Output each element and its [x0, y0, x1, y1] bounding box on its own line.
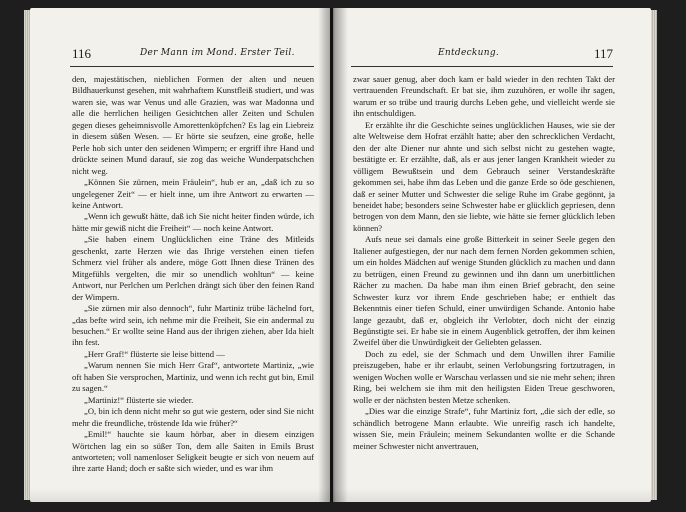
paragraph: „Emil!“ hauchte sie kaum hörbar, aber in diesem einzigen Wörtchen lag ein so süßer Ton, dem alle Saiten in Emils Brust antworteten; voll namenloser Seligkeit beugte er sich von neuem auf ihre zarte Hand; doch er saßte sich wieder, und es war ihm — [72, 429, 314, 474]
paragraph: zwar sauer genug, aber doch kam er bald wieder in den rechten Takt der vertrauenden Freundschaft. Er bat sie, ihm zuzuhören, er wolle ihr sagen, warum er so trübe und traurig durchs Leben gehe, und vielleicht werde sie ihn entschuldigen. — [353, 74, 615, 119]
paragraph: Doch zu edel, sie der Schmach und dem Unwillen ihrer Familie preiszugeben, habe er ihr erlaubt, seinen Verlobungsring fortzutragen, in wenigen Wochen wolle er Warschau verlassen und sie nie mehr sehen; ihren Ring, bei welchem sie ihm mit den heiligsten Eiden Treue geschworen, wolle er der nächsten besten Metze schenken. — [353, 348, 615, 405]
paragraph: Er erzählte ihr die Geschichte seines unglücklichen Hauses, wie sie der alte Weltweise dem Hofrat erzählt hatte; aber den schrecklichen Verdacht, den der alte Diener nur ahnte und sich selbst nicht zu gestehen wagte, bestätigte er. Er erzählte, daß, als er aus jener langen Krankheit wieder zu völligem Bewußtsein und dem Gebrauch seiner Verstandeskräfte gekommen sei, habe ihm das Leben und die ganze Erde so öde geschienen, daß er seiner Mutter und Schwester die selige Ruhe im Grabe gegönnt, ja beneidet habe; besonders seine Schwester habe er glücklich gepriesen, denn betrogen von dem Mann, den sie liebte, wie hätte sie ferner glücklich leben können? — [353, 119, 615, 233]
left-page — [30, 8, 330, 502]
paragraph: den, majestätischen, nieblichen Formen der alten und neuen Bildhauerkunst gesehen, mit wahrhaftem Kunstfleiß studiert, und was waren sie, was war Venus und alle Grazien, was war Madonna und alle die herrlichen heiligen Gesichtchen aller Zeiten und Schulen gegen dieses geheimnisvolle Amorettenköpfchen? Es lag ein Liebreiz in diesem süßen Wesen. — Er hörte sie seufzen, eine große, helle Perle hob sich unter den seidenen Wimpern; er ergriff ihre Hand und drückte seinen Mund darauf, sie zog das weiche Wunderpatschchen nicht weg. — [72, 74, 314, 176]
paragraph: „O, bin ich denn nicht mehr so gut wie gestern, oder sind Sie nicht mehr die freundliche, tröstende Ida wie früher?“ — [72, 406, 314, 428]
left-running-head: Der Mann im Mond. Erster Teil. — [140, 48, 295, 58]
right-page-number: 117 — [593, 46, 613, 61]
right-running-head: Entdeckung. — [438, 48, 500, 58]
paragraph: „Sie zürnen mir also dennoch“, fuhr Martiniz trübe lächelnd fort, „das befte wird sein, ich nehme mir die Freiheit, Sie ein andermal zu besuchen.“ Er wollte seine Hand aus der ihrigen ziehen, aber Ida hielt ihn fest. — [72, 303, 314, 348]
left-header-rule — [70, 66, 314, 67]
paragraph: „Warum nennen Sie mich Herr Graf“, antwortete Martiniz, „wie oft haben Sie versprochen, Martiniz, und wenn ich recht gut bin, Emil zu sagen.“ — [72, 360, 314, 394]
left-page-number: 116 — [72, 46, 92, 61]
right-page — [333, 8, 651, 502]
paragraph: „Herr Graf!“ flüsterte sie leise bittend — — [84, 348, 225, 359]
right-page-header — [333, 46, 651, 64]
left-page-header — [30, 46, 330, 64]
paragraph: Aufs neue sei damals eine große Bitterkeit in seiner Seele gegen den Italiener aufgestiegen, der nur nach dem fernen Norden gekommen schien, um ein holdes Mädchen auf wenige Stunden glücklich zu machen und dann zu betrügen, einen Freund zu gewinnen und ihn dann um unerbittlichen Rächer zu machen. Da habe man ihm einen Brief gebracht, den seine Schwester kurz vor ihrem Ende geschrieben habe; er enthielt das Bekenntnis einer tiefen Schuld, einer unwürdigen Schande. Antonio habe lange gezaubt, daß er, obgleich ihr Verlobter, doch nicht der einzig Begünstigte sei. Er habe sie in einem Augenblick getroffen, der ihm keinen Zweifel über die Unwürdigkeit der Geliebten gelassen. — [353, 234, 615, 348]
right-page-text — [353, 74, 615, 452]
right-page-edge — [651, 10, 657, 500]
paragraph: „Wenn ich gewußt hätte, daß ich Sie nicht heiter finden würde, ich hätte mir gewiß nicht die Freiheit“ — noch keine Antwort. — [72, 211, 314, 233]
left-page-text — [72, 74, 314, 475]
paragraph: „Sie haben einem Unglücklichen eine Träne des Mitleids geschenkt, zarte Herzen wie das Ihrige verstehen einen tiefen Schmerz viel früher als andere, möge Gott Ihnen diese Tränen des Mitgefühls vergelten, die mir so unendlich wohltun“ — keine Antwort, nur Perlchen um Perlchen drängt sich über den feinen Rand der Wimpern. — [72, 234, 314, 302]
paragraph: „Dies war die einzige Strafe“, fuhr Martiniz fort, „die sich der edle, so schändlich betrogene Mann erlaubte. Wie unreifig rasch ich handelte, wissen Sie, mein Fräulein; meinem Sekundanten wollte er die Schande meiner Schwester nicht anvertrauen, — [353, 406, 615, 451]
paragraph: „Können Sie zürnen, mein Fräulein“, hub er an, „daß ich zu so ungelegener Zeit“ — er hielt inne, um ihre Antwort zu erwarten — keine Antwort. — [72, 177, 314, 210]
paragraph: „Martiniz!“ flüsterte sie wieder. — [84, 394, 194, 405]
right-header-rule — [351, 66, 613, 67]
